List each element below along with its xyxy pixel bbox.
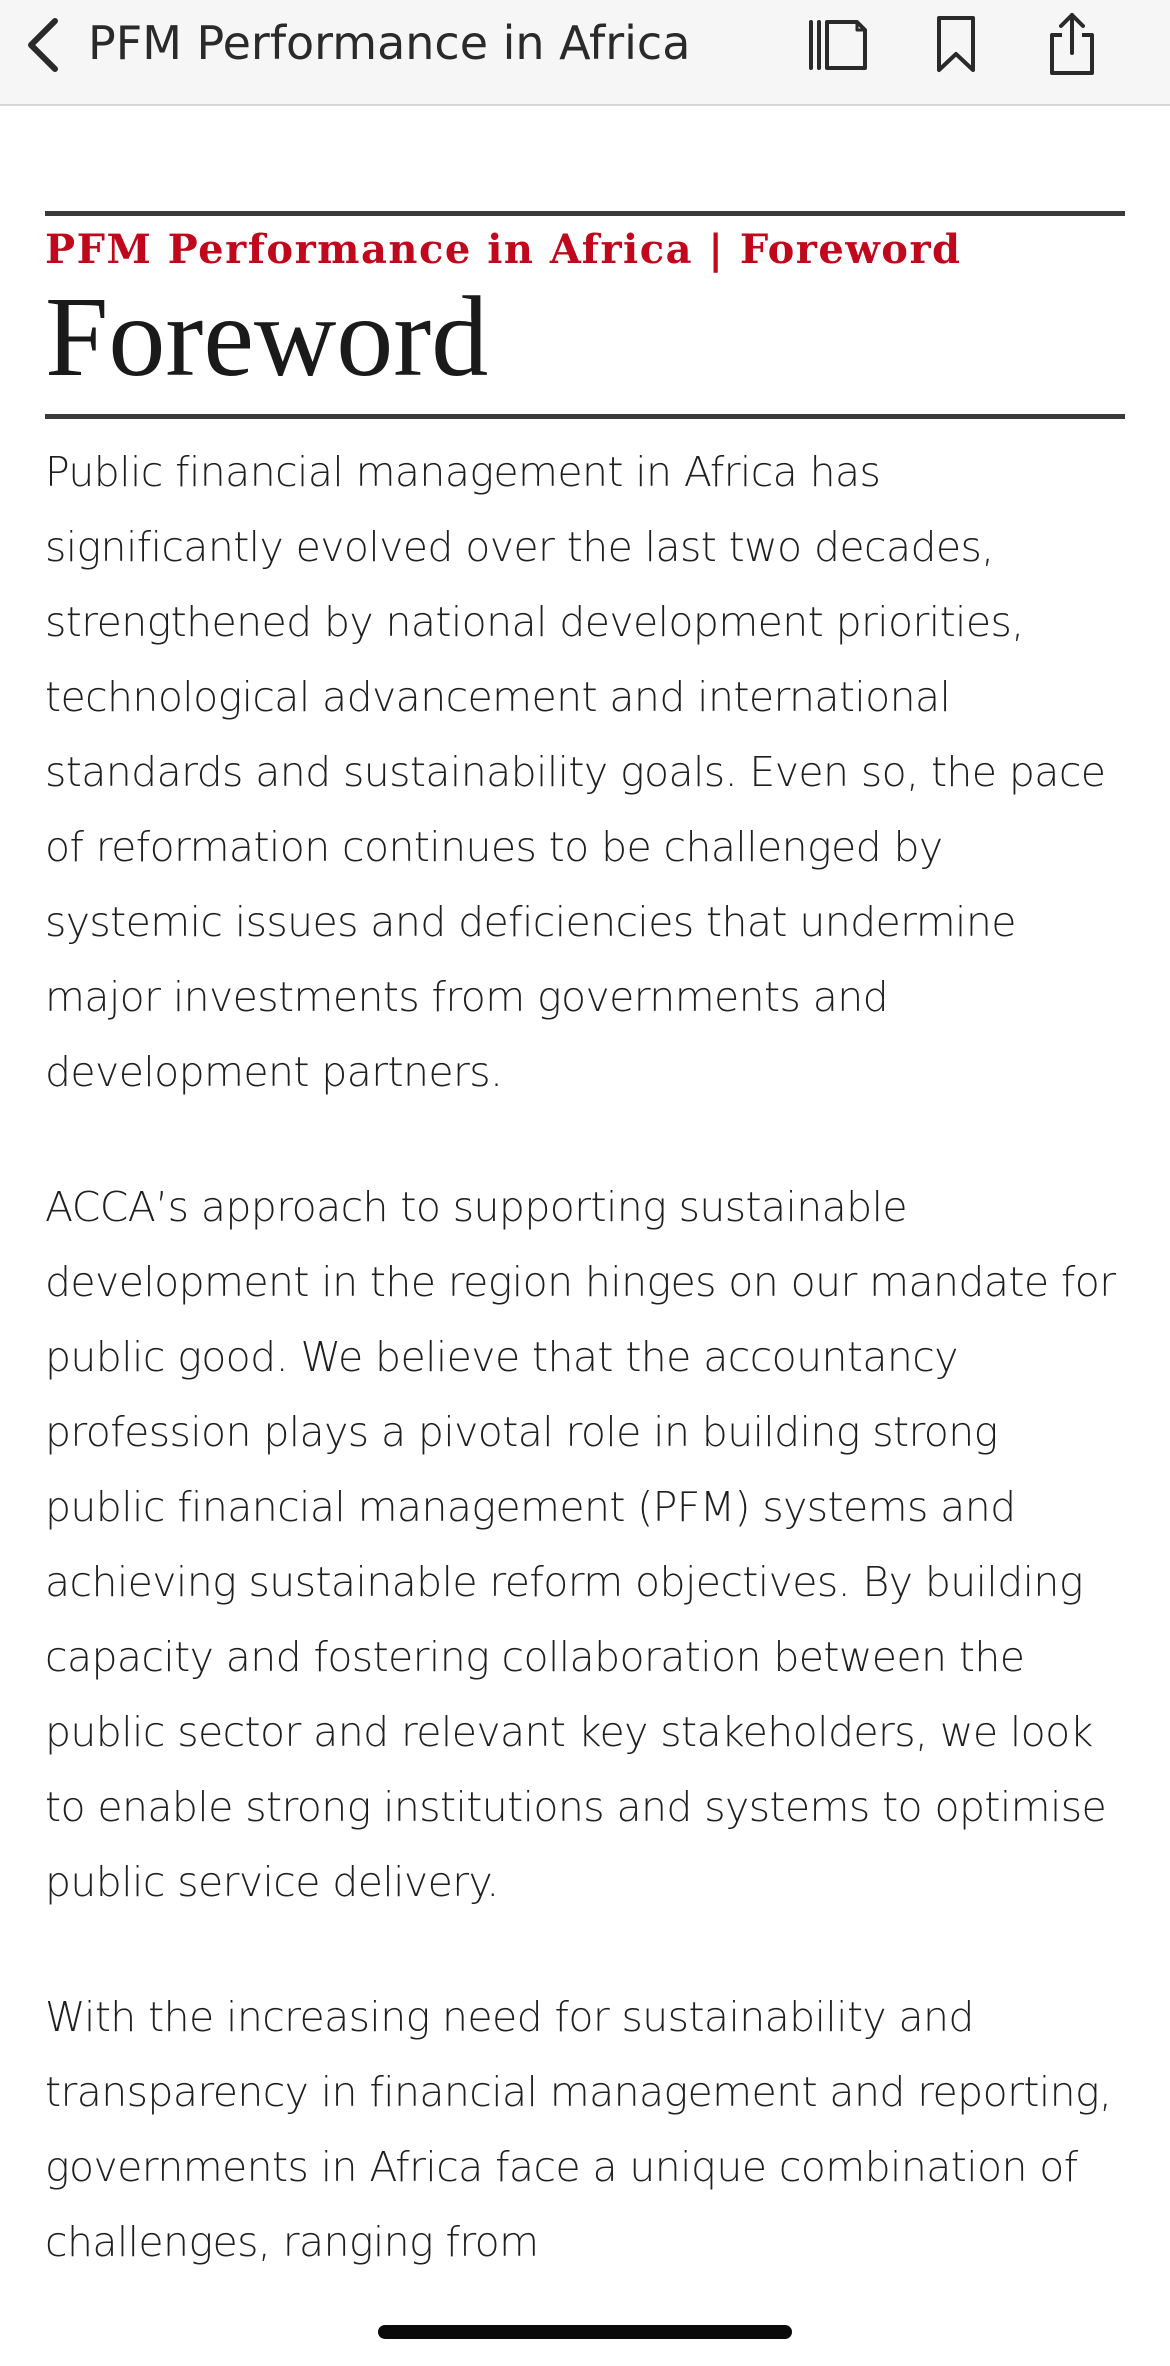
body-paragraph: With the increasing need for sustainability and transparency in financial management and reporting, governments in Africa face a unique combination of challenges, ranging from (45, 1993, 1112, 2266)
title-bottom-rule (45, 414, 1125, 419)
body-paragraph: Public financial management in Africa has significantly evolved over the last two decades, strengthened by national development priorities, technological advancement and international standards and sustainability goals. Even so, the pace of reformation continues to be challenged by systemic issues and deficiencies that undermine major investments from governments and development partners. (45, 448, 1106, 1096)
library-button[interactable] (798, 6, 878, 82)
page-title: Foreword (45, 273, 489, 400)
back-chevron-icon (23, 15, 63, 75)
share-icon (1044, 11, 1100, 77)
article-content (45, 106, 1125, 2280)
share-button[interactable] (1032, 6, 1112, 82)
body-paragraph: ACCA’s approach to supporting sustainable development in the region hinges on our mandate for public good. We believe that the accountancy profession plays a pivotal role in building strong public financial management (PFM) systems and achieving sustainable reform objectives. By building capacity and fostering collaboration between the public sector and relevant key stakeholders, we look to enable strong institutions and systems to optimise public service delivery. (45, 1183, 1116, 1906)
bookmark-icon (931, 12, 981, 76)
home-indicator[interactable] (378, 2325, 792, 2339)
back-button[interactable] (18, 10, 68, 80)
library-icon (805, 14, 871, 74)
bookmark-button[interactable] (916, 6, 996, 82)
section-kicker: PFM Performance in Africa | Foreword (45, 226, 962, 273)
document-title: PFM Performance in Africa (88, 16, 691, 70)
top-navigation-bar (0, 0, 1170, 106)
title-top-rule (45, 211, 1125, 216)
